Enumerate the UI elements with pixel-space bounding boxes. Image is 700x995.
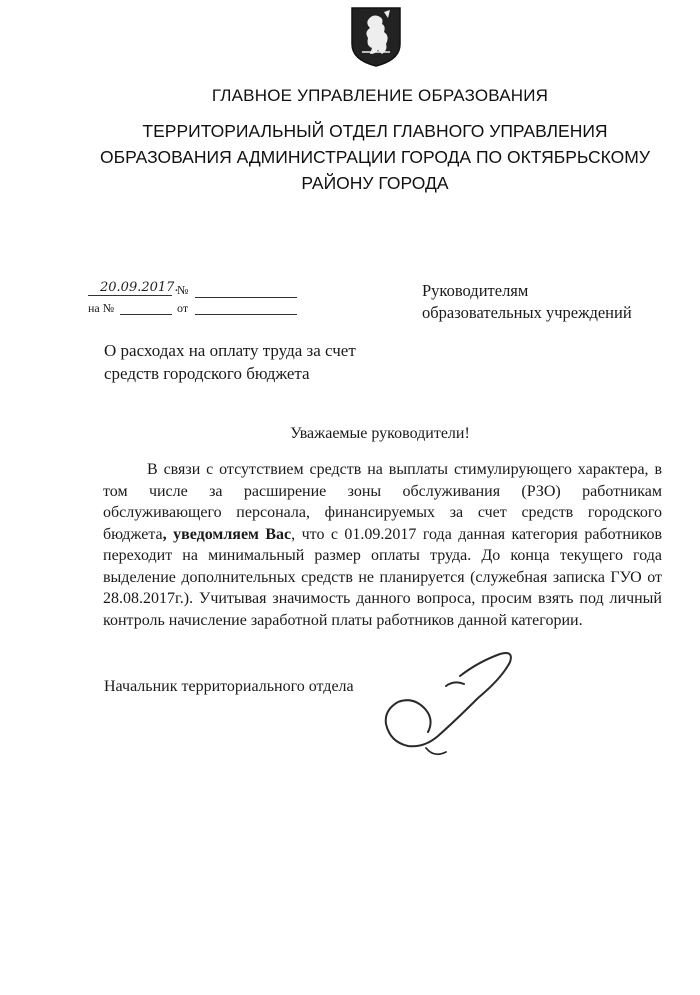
letter-subject [104, 339, 356, 385]
body-part-1: В связи с отсутствием средств на выплаты стимулирующего характера, в том числе за расширение зоны обслуживания (РЗО) работникам обслуживающего персонала, финансируемых за счет средств городского бюджета [103, 461, 662, 543]
reply-date-label: от [177, 301, 189, 315]
signatory-title: Начальник территориального отдела [104, 678, 354, 695]
number-line [195, 297, 297, 298]
letter-body [103, 459, 662, 631]
addressee-line: образовательных учреждений [422, 303, 632, 322]
addressee [422, 280, 632, 324]
org-sub-line: ОБРАЗОВАНИЯ АДМИНИСТРАЦИИ ГОРОДА ПО ОКТЯБРЬСКОМУ [100, 147, 650, 167]
org-sub-line: РАЙОНУ ГОРОДА [301, 173, 449, 193]
number-label: № [177, 283, 189, 297]
org-name-sub [0, 118, 700, 196]
reply-date-line [195, 314, 297, 315]
handwritten-date: 20.09.2017. [100, 280, 179, 295]
handwritten-signature-icon [368, 640, 528, 770]
body-part-2: , что с 01.09.2017 года данная категория работников переходит на минимальный размер оплаты труда. До конца текущего года выделение дополнительных средств не планируется (служебная записка ГУО от 28.08.2017г.). Учитывая значимость данного вопроса, просим взять под личный контроль начисление заработной платы работников данной категории. [103, 525, 663, 629]
greeting: Уважаемые руководители! [290, 425, 470, 442]
date-line [88, 295, 172, 296]
org-name-main: ГЛАВНОЕ УПРАВЛЕНИЕ ОБРАЗОВАНИЯ [211, 86, 549, 105]
subject-line: средств городского бюджета [104, 364, 310, 383]
city-coat-of-arms-icon [350, 6, 402, 68]
registration-block [88, 280, 308, 320]
reply-to-number-label: на № [88, 301, 115, 315]
addressee-line: Руководителям [422, 281, 529, 300]
subject-line: О расходах на оплату труда за счет [104, 341, 356, 360]
body-bold-notice: , уведомляем Вас [162, 525, 292, 543]
org-sub-line: ТЕРРИТОРИАЛЬНЫЙ ОТДЕЛ ГЛАВНОГО УПРАВЛЕНИЯ [142, 121, 608, 141]
reply-number-line [120, 314, 172, 315]
